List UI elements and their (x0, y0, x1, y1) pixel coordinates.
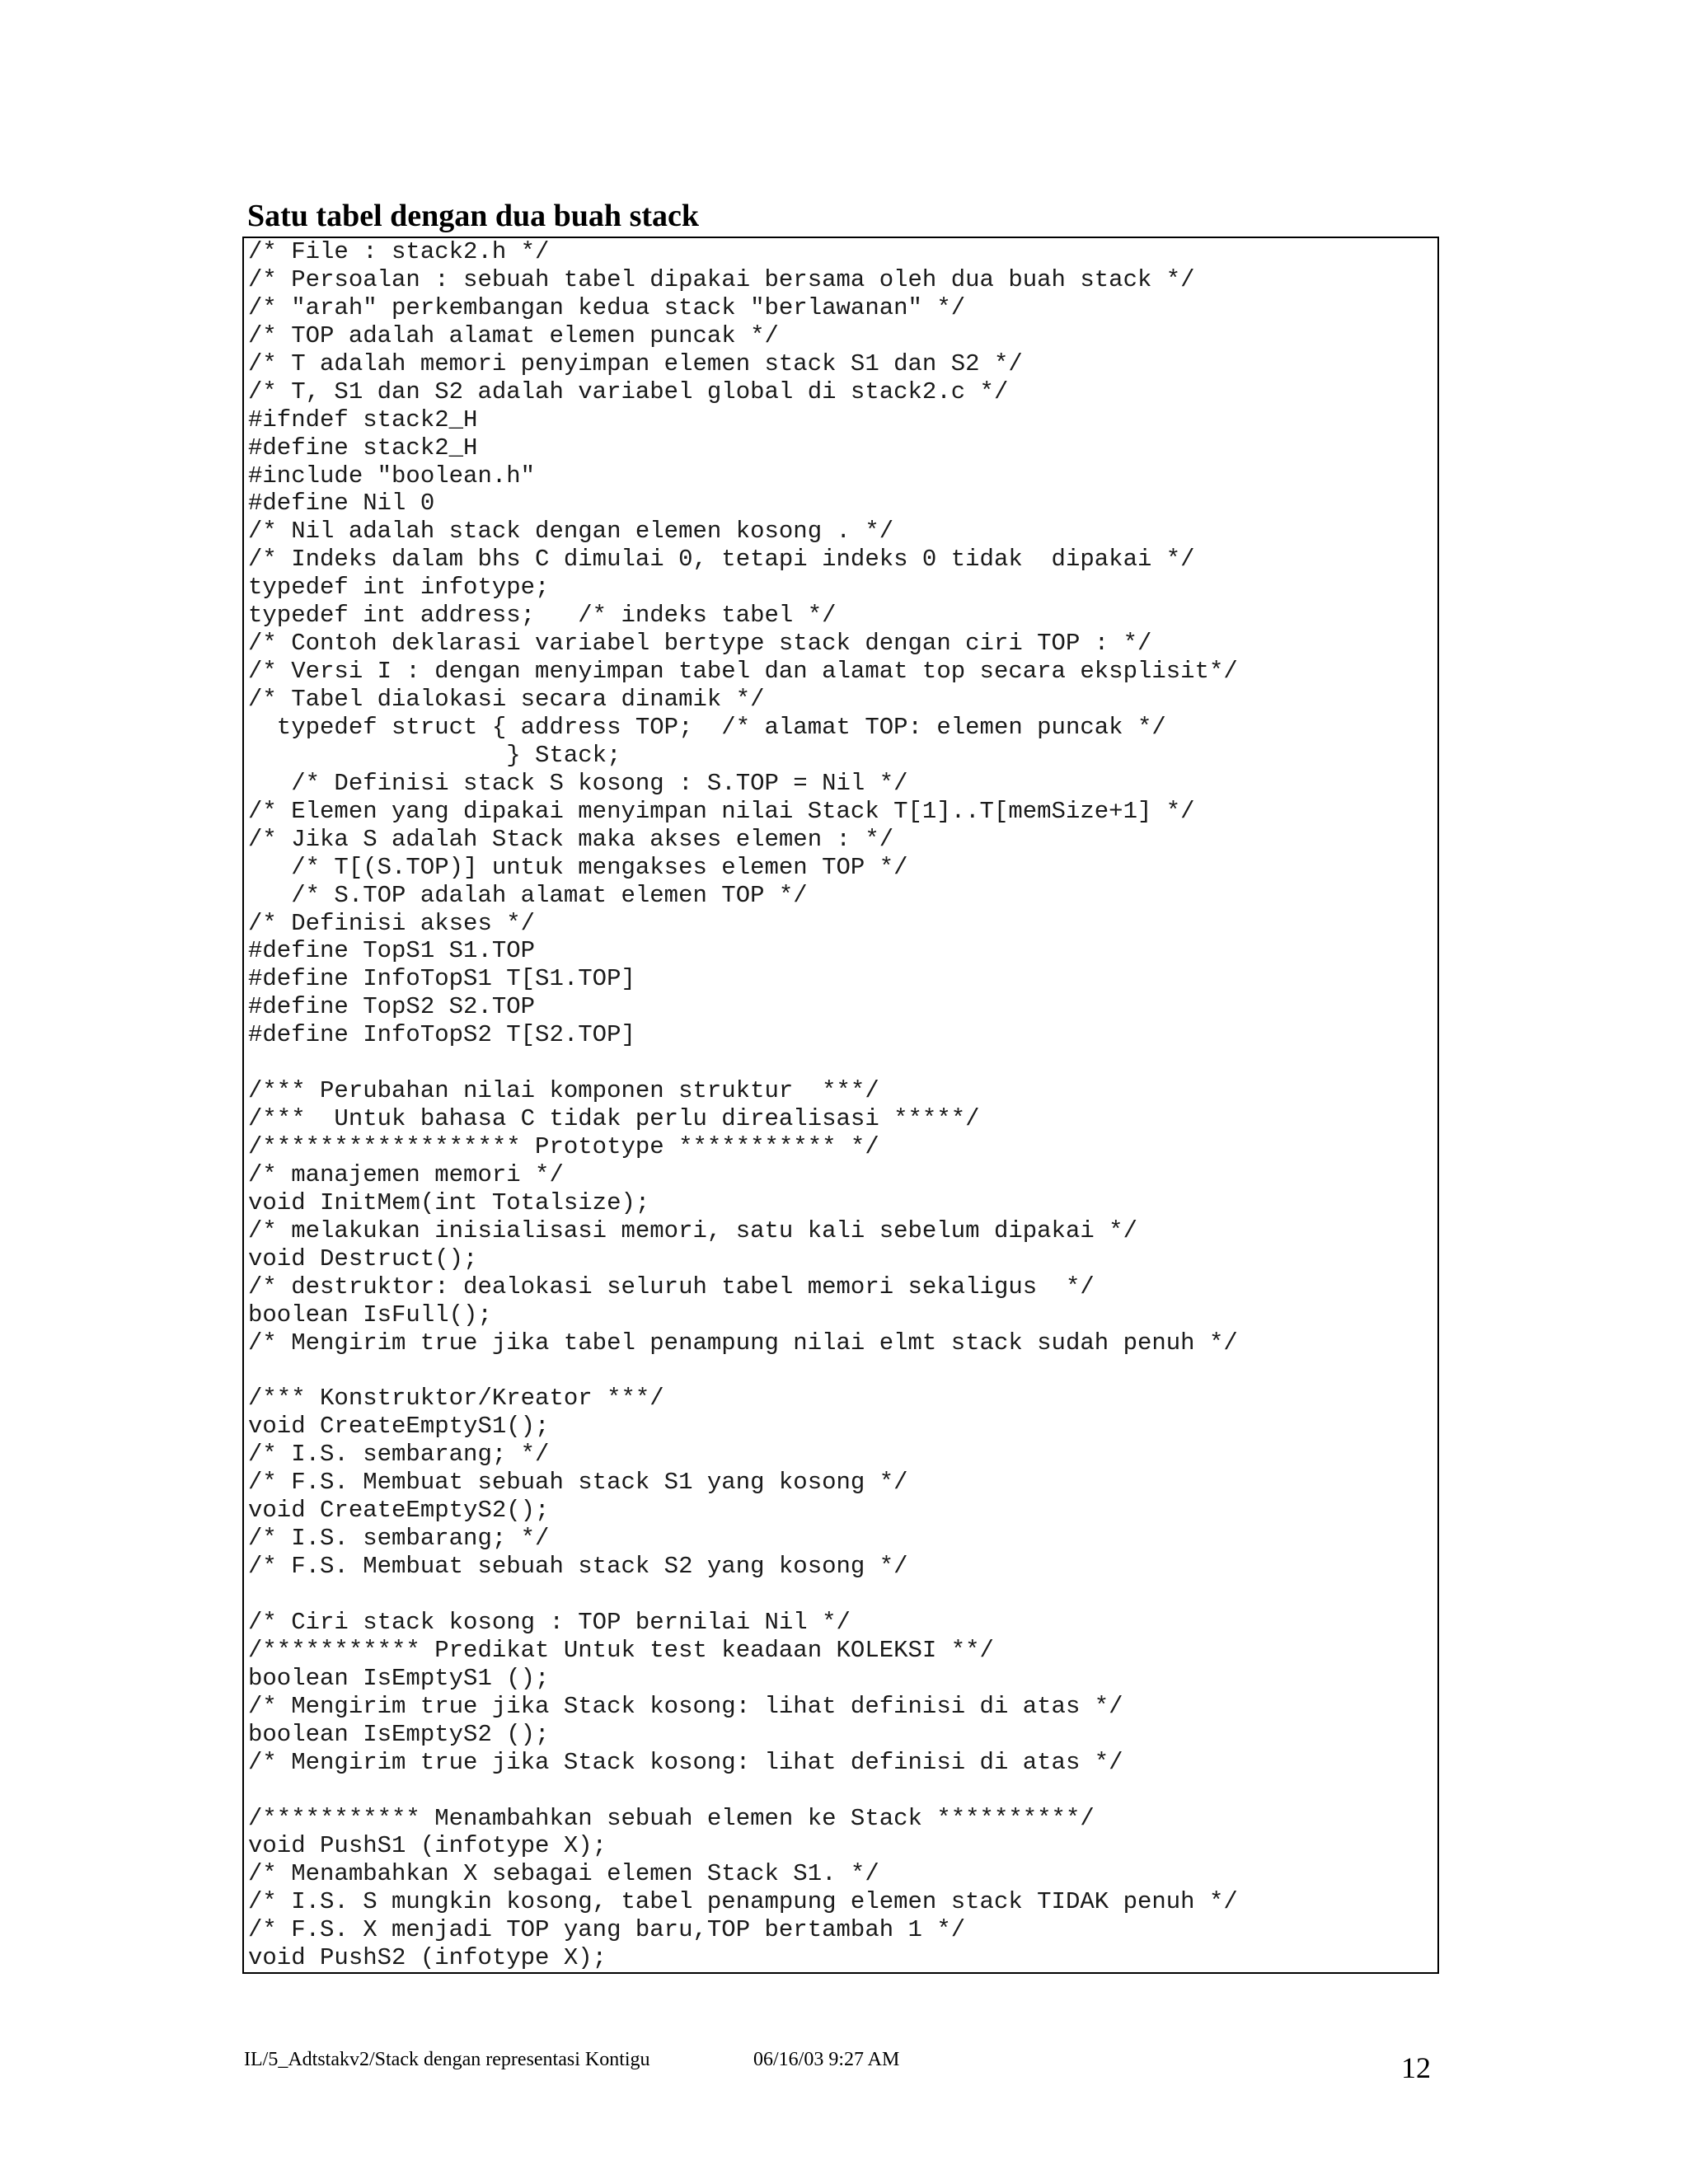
code-line: boolean IsEmptyS2 (); (248, 1720, 550, 1748)
code-listing (244, 238, 1437, 1972)
code-line: boolean IsEmptyS1 (); (248, 1664, 550, 1692)
code-line: void CreateEmptyS1(); (248, 1413, 550, 1441)
code-line: /* Versi I : dengan menyimpan tabel dan alamat top secara eksplisit*/ (248, 658, 1238, 686)
code-line: /* Mengirim true jika Stack kosong: lihat definisi di atas */ (248, 1748, 1123, 1776)
code-line: boolean IsFull(); (248, 1301, 492, 1329)
code-line: /* I.S. sembarang; */ (248, 1525, 550, 1553)
code-line: void CreateEmptyS2(); (248, 1497, 550, 1525)
code-line: /* F.S. Membuat sebuah stack S1 yang kosong */ (248, 1469, 908, 1497)
code-line: /*** Perubahan nilai komponen struktur ***/ (248, 1077, 879, 1105)
code-line: /* I.S. S mungkin kosong, tabel penampung elemen stack TIDAK penuh */ (248, 1888, 1238, 1916)
code-line: /* melakukan inisialisasi memori, satu kali sebelum dipakai */ (248, 1216, 1137, 1244)
code-line: /* Contoh deklarasi variabel bertype stack dengan ciri TOP : */ (248, 630, 1152, 658)
page-number: 12 (1401, 2051, 1431, 2084)
code-line: /* Menambahkan X sebagai elemen Stack S1. */ (248, 1860, 879, 1888)
code-line: /* T adalah memori penyimpan elemen stack S1 dan S2 */ (248, 349, 1023, 377)
code-line: /* Mengirim true jika tabel penampung nilai elmt stack sudah penuh */ (248, 1329, 1238, 1357)
section-title: Satu tabel dengan dua buah stack (247, 199, 700, 233)
code-line: /* T, S1 dan S2 adalah variabel global di stack2.c */ (248, 377, 1009, 405)
code-line: /****************** Prototype *********** */ (248, 1133, 879, 1160)
code-line: } Stack; (248, 741, 621, 769)
code-line: /* F.S. Membuat sebuah stack S2 yang kosong */ (248, 1553, 908, 1581)
code-line: void InitMem(int Totalsize); (248, 1188, 650, 1216)
code-line: /* Persoalan : sebuah tabel dipakai bersama oleh dua buah stack */ (248, 265, 1195, 293)
code-line: /* Elemen yang dipakai menyimpan nilai Stack T[1]..T[memSize+1] */ (248, 797, 1195, 825)
code-line: /* Jika S adalah Stack maka akses elemen : */ (248, 825, 894, 853)
code-line (248, 1357, 1437, 1385)
footer-date: 06/16/03 9:27 AM (753, 2049, 900, 2070)
code-line: /* TOP adalah alamat elemen puncak */ (248, 321, 779, 349)
code-line: #ifndef stack2_H (248, 405, 478, 434)
code-line: /* Indeks dalam bhs C dimulai 0, tetapi indeks 0 tidak dipakai */ (248, 546, 1195, 574)
code-line: /* destruktor: dealokasi seluruh tabel memori sekaligus */ (248, 1272, 1095, 1301)
code-line: #define InfoTopS2 T[S2.TOP] (248, 1021, 635, 1049)
code-line: /*** Untuk bahasa C tidak perlu direalisasi *****/ (248, 1105, 980, 1133)
code-line: #define TopS2 S2.TOP (248, 993, 536, 1021)
code-line: #define Nil 0 (248, 490, 435, 518)
code-line: /*** Konstruktor/Kreator ***/ (248, 1385, 664, 1413)
code-line: /* File : stack2.h */ (248, 238, 550, 265)
code-line: /* T[(S.TOP)] untuk mengakses elemen TOP */ (248, 853, 908, 881)
code-line: /* "arah" perkembangan kedua stack "berlawanan" */ (248, 293, 966, 321)
code-line: #include "boolean.h" (248, 462, 536, 490)
code-line: #define InfoTopS1 T[S1.TOP] (248, 965, 635, 993)
code-line: /* F.S. X menjadi TOP yang baru,TOP bertambah 1 */ (248, 1916, 966, 1944)
code-line: typedef int infotype; (248, 574, 550, 602)
code-line: /* Ciri stack kosong : TOP bernilai Nil */ (248, 1608, 851, 1636)
code-line: void PushS2 (infotype X); (248, 1944, 607, 1972)
code-line: typedef int address; /* indeks tabel */ (248, 602, 837, 630)
code-line: typedef struct { address TOP; /* alamat TOP: elemen puncak */ (248, 713, 1166, 741)
code-line (248, 1049, 1437, 1077)
footer-document-path: IL/5_Adtstakv2/Stack dengan representasi Kontigu (244, 2049, 650, 2070)
code-line: /* manajemen memori */ (248, 1160, 564, 1188)
code-line (248, 1777, 1437, 1805)
code-line: /* Definisi akses */ (248, 909, 536, 937)
code-line: void PushS1 (infotype X); (248, 1832, 607, 1860)
code-line: /* Mengirim true jika Stack kosong: lihat definisi di atas */ (248, 1692, 1123, 1720)
code-line: /* I.S. sembarang; */ (248, 1441, 550, 1469)
code-line: /* Definisi stack S kosong : S.TOP = Nil */ (248, 769, 908, 797)
code-listing-box (242, 237, 1439, 1974)
code-line: #define TopS1 S1.TOP (248, 937, 536, 965)
code-line: /*********** Menambahkan sebuah elemen ke Stack **********/ (248, 1804, 1095, 1832)
code-line (248, 1581, 1437, 1609)
code-line: /* Nil adalah stack dengan elemen kosong . */ (248, 518, 894, 546)
code-line: /* Tabel dialokasi secara dinamik */ (248, 686, 765, 713)
code-line: void Destruct(); (248, 1244, 478, 1272)
code-line: #define stack2_H (248, 434, 478, 462)
code-line: /*********** Predikat Untuk test keadaan KOLEKSI **/ (248, 1636, 994, 1664)
code-line: /* S.TOP adalah alamat elemen TOP */ (248, 881, 808, 909)
